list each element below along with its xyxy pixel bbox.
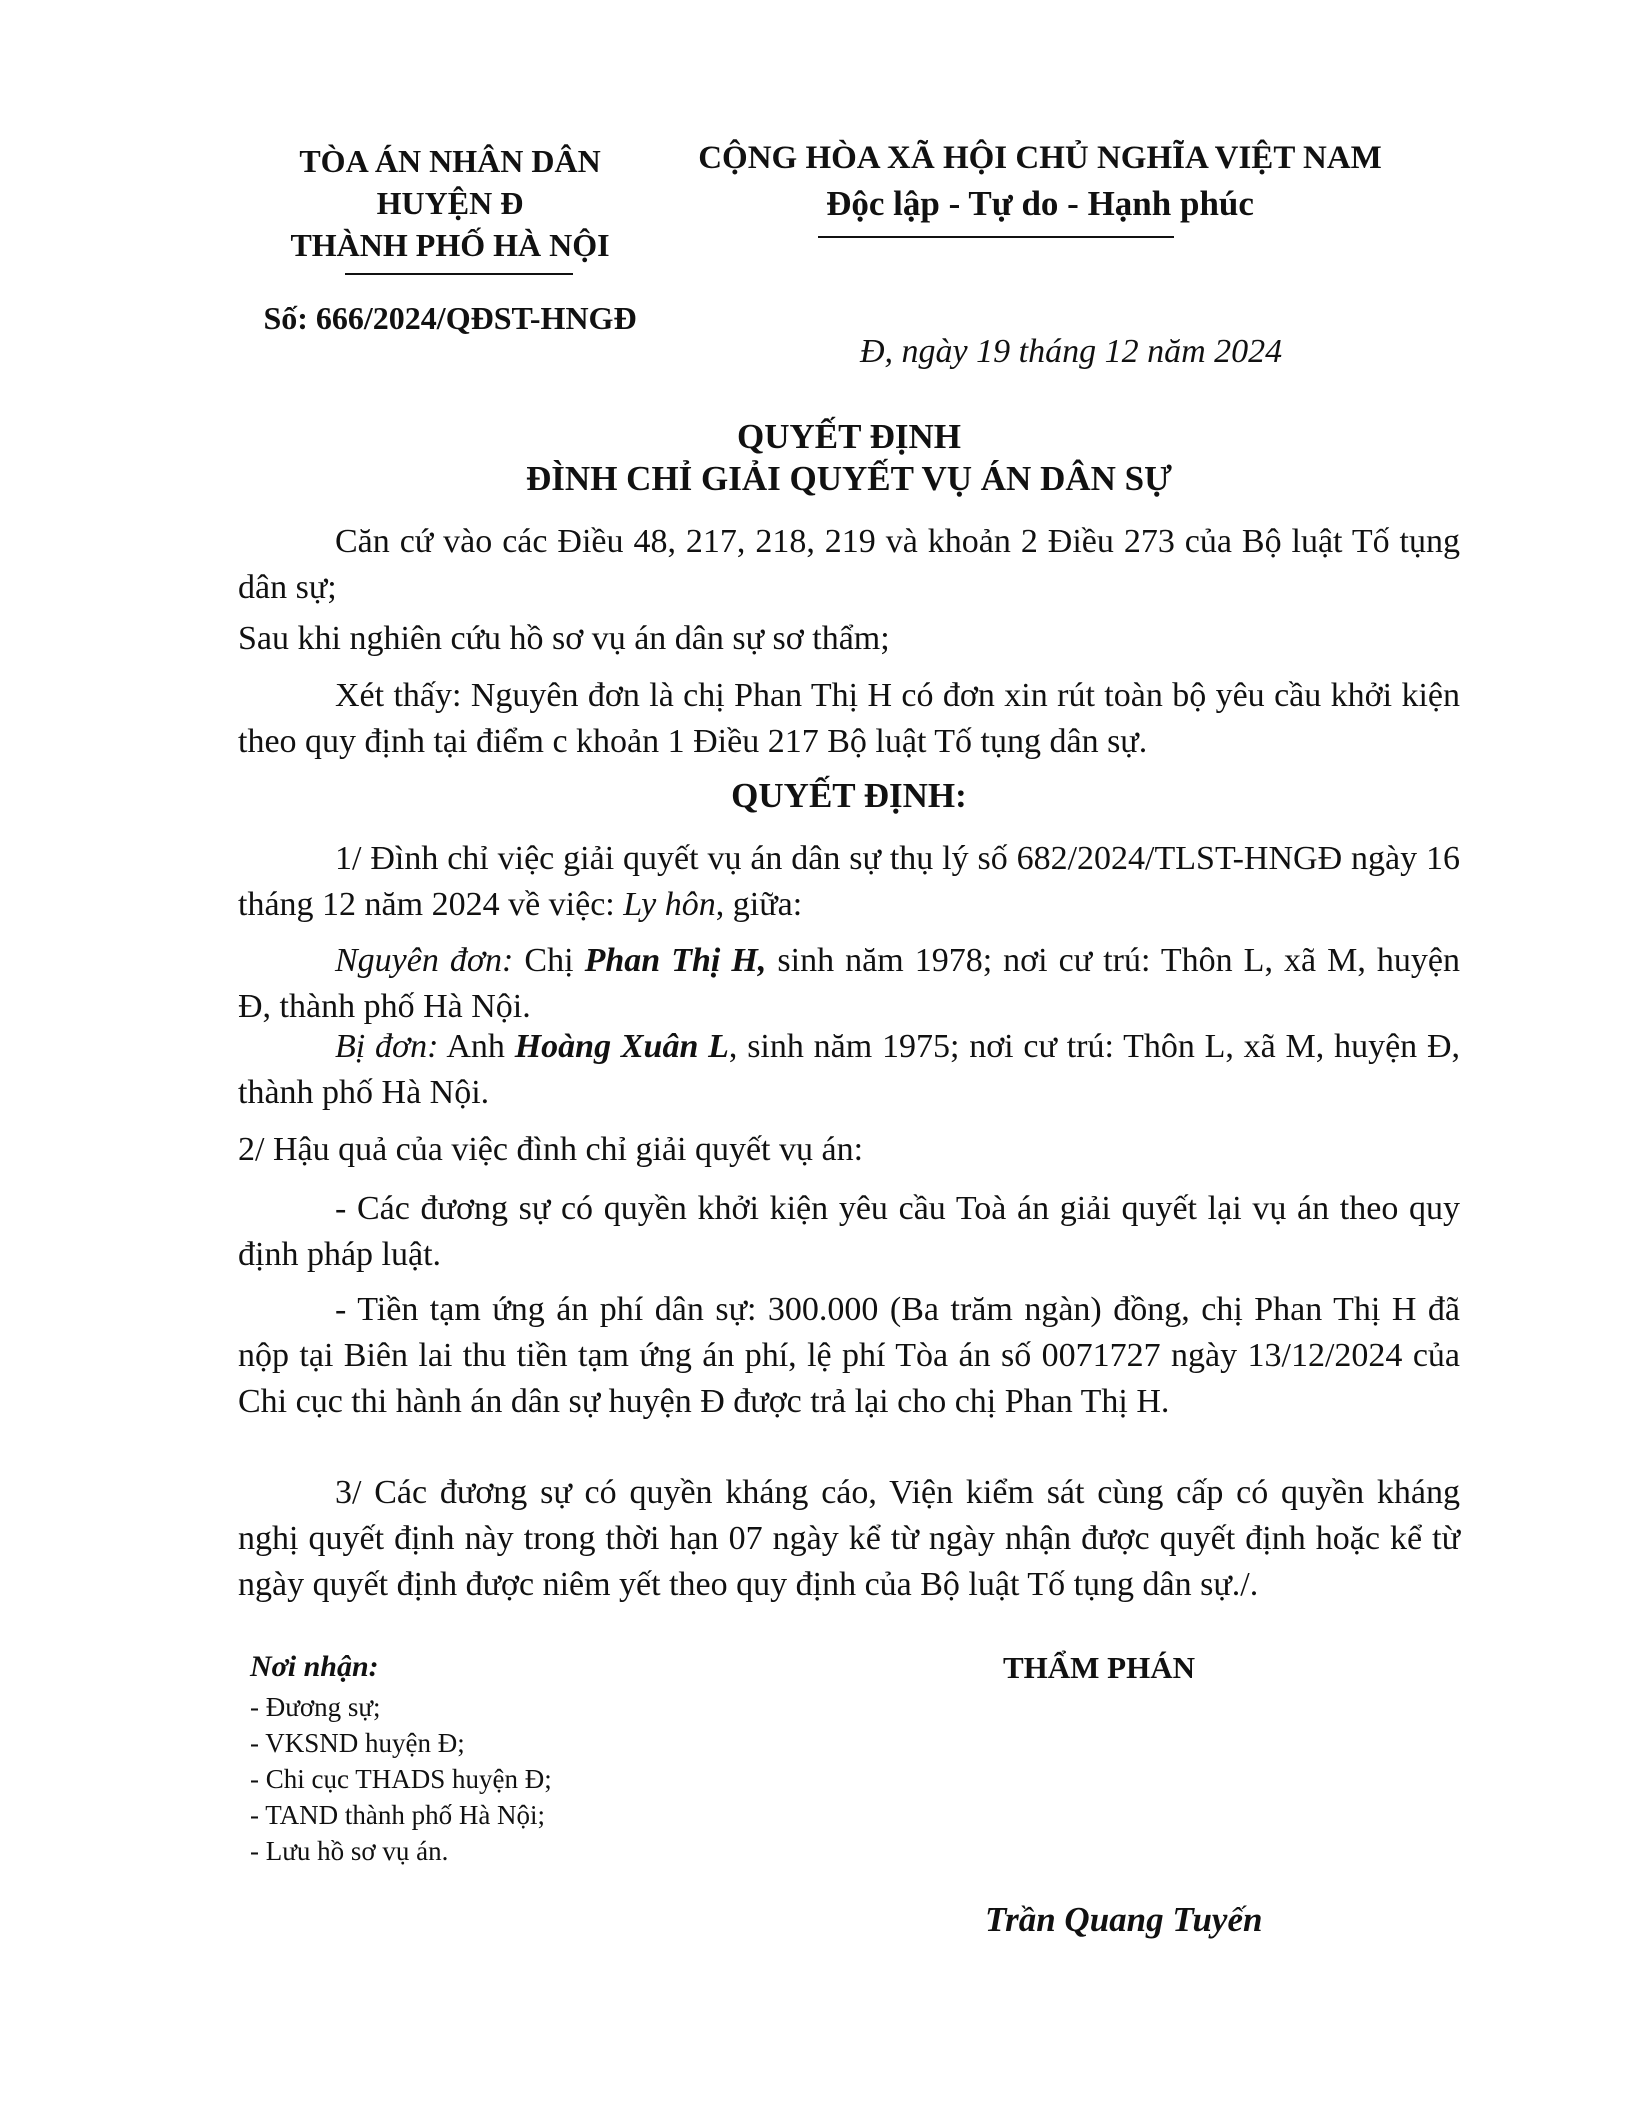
- recipient-item: - Chi cục THADS huyện Đ;: [250, 1764, 552, 1794]
- item1-text-after: , giữa:: [715, 886, 803, 923]
- recipient-item: - Lưu hồ sơ vụ án.: [250, 1836, 449, 1866]
- item1-text: 1/ Đình chỉ việc giải quyết vụ án dân sự thụ lý số 682/2024/TLST-HNGĐ ngày 16 tháng 12 năm 2024 về việc:: [238, 840, 1460, 923]
- consequences-heading: 2/ Hậu quả của việc đình chỉ giải quyết vụ án:: [238, 1131, 864, 1168]
- defendant-label: Bị đơn:: [335, 1028, 439, 1065]
- plaintiff-paragraph: [238, 938, 1460, 1030]
- defendant-details: , sinh năm 1975; nơi cư trú: Thôn L, xã M, huyện Đ, thành phố Hà Nội.: [238, 1028, 1460, 1111]
- document-number: Số: 666/2024/QĐST-HNGĐ: [263, 300, 637, 336]
- court-line-2: HUYỆN Đ: [376, 185, 524, 221]
- case-type: Ly hôn: [623, 886, 716, 923]
- document-title: QUYẾT ĐỊNH: [737, 417, 961, 456]
- review-paragraph: Sau khi nghiên cứu hồ sơ vụ án dân sự sơ thẩm;: [238, 620, 890, 657]
- recipient-item: - VKSND huyện Đ;: [250, 1728, 465, 1758]
- plaintiff-prefix: Chị: [513, 942, 585, 979]
- considering-paragraph: Xét thấy: Nguyên đơn là chị Phan Thị H có đơn xin rút toàn bộ yêu cầu khởi kiện theo quy định tại điểm c khoản 1 Điều 217 Bộ luật Tố tụng dân sự.: [238, 677, 1460, 760]
- plaintiff-name: Phan Thị H,: [584, 942, 767, 979]
- recipient-item: - Đương sự;: [250, 1692, 381, 1722]
- court-line-3: THÀNH PHỐ HÀ NỘI: [290, 227, 610, 263]
- document-subtitle: ĐÌNH CHỈ GIẢI QUYẾT VỤ ÁN DÂN SỰ: [526, 459, 1172, 498]
- national-motto: Độc lập - Tự do - Hạnh phúc: [826, 184, 1254, 223]
- motto-underline: [818, 236, 1174, 238]
- consequence-bullet-2: - Tiền tạm ứng án phí dân sự: 300.000 (Ba trăm ngàn) đồng, chị Phan Thị H đã nộp tại Biên lai thu tiền tạm ứng án phí, lệ phí Tòa án số 0071727 ngày 13/12/2024 của Chi cục thi hành án dân sự huyện Đ được trả lại cho chị Phan Thị H.: [238, 1291, 1460, 1420]
- plaintiff-label: Nguyên đơn:: [335, 942, 514, 979]
- decision-item-3: 3/ Các đương sự có quyền kháng cáo, Viện kiểm sát cùng cấp có quyền kháng nghị quyết định này trong thời hạn 07 ngày kể từ ngày nhận được quyết định hoặc kể từ ngày quyết định được niêm yết theo quy định của Bộ luật Tố tụng dân sự./.: [238, 1474, 1460, 1603]
- consequence-bullet-1: - Các đương sự có quyền khởi kiện yêu cầu Toà án giải quyết lại vụ án theo quy định pháp luật.: [238, 1190, 1460, 1273]
- decision-item-1: [238, 836, 1460, 928]
- recipient-item: - TAND thành phố Hà Nội;: [250, 1800, 546, 1830]
- signer-name: Trần Quang Tuyến: [985, 1900, 1263, 1939]
- recipients-label: Nơi nhận:: [250, 1650, 379, 1683]
- decision-heading: QUYẾT ĐỊNH:: [731, 776, 967, 815]
- plaintiff-details: sinh năm 1978; nơi cư trú: Thôn L, xã M, huyện Đ, thành phố Hà Nội.: [238, 942, 1460, 1025]
- court-line-1: TÒA ÁN NHÂN DÂN: [299, 143, 601, 179]
- place-and-date: Đ, ngày 19 tháng 12 năm 2024: [860, 333, 1283, 370]
- court-underline: [345, 273, 573, 275]
- defendant-paragraph: [238, 1024, 1460, 1116]
- national-title: CỘNG HÒA XÃ HỘI CHỦ NGHĨA VIỆT NAM: [698, 140, 1382, 176]
- signer-title: THẨM PHÁN: [1003, 1650, 1196, 1685]
- defendant-prefix: Anh: [438, 1028, 515, 1065]
- court-name-block: [250, 138, 650, 268]
- defendant-name: Hoàng Xuân L: [514, 1028, 729, 1065]
- legal-basis-paragraph: Căn cứ vào các Điều 48, 217, 218, 219 và khoản 2 Điều 273 của Bộ luật Tố tụng dân sự;: [238, 523, 1460, 606]
- recipients-list: [250, 1690, 552, 1868]
